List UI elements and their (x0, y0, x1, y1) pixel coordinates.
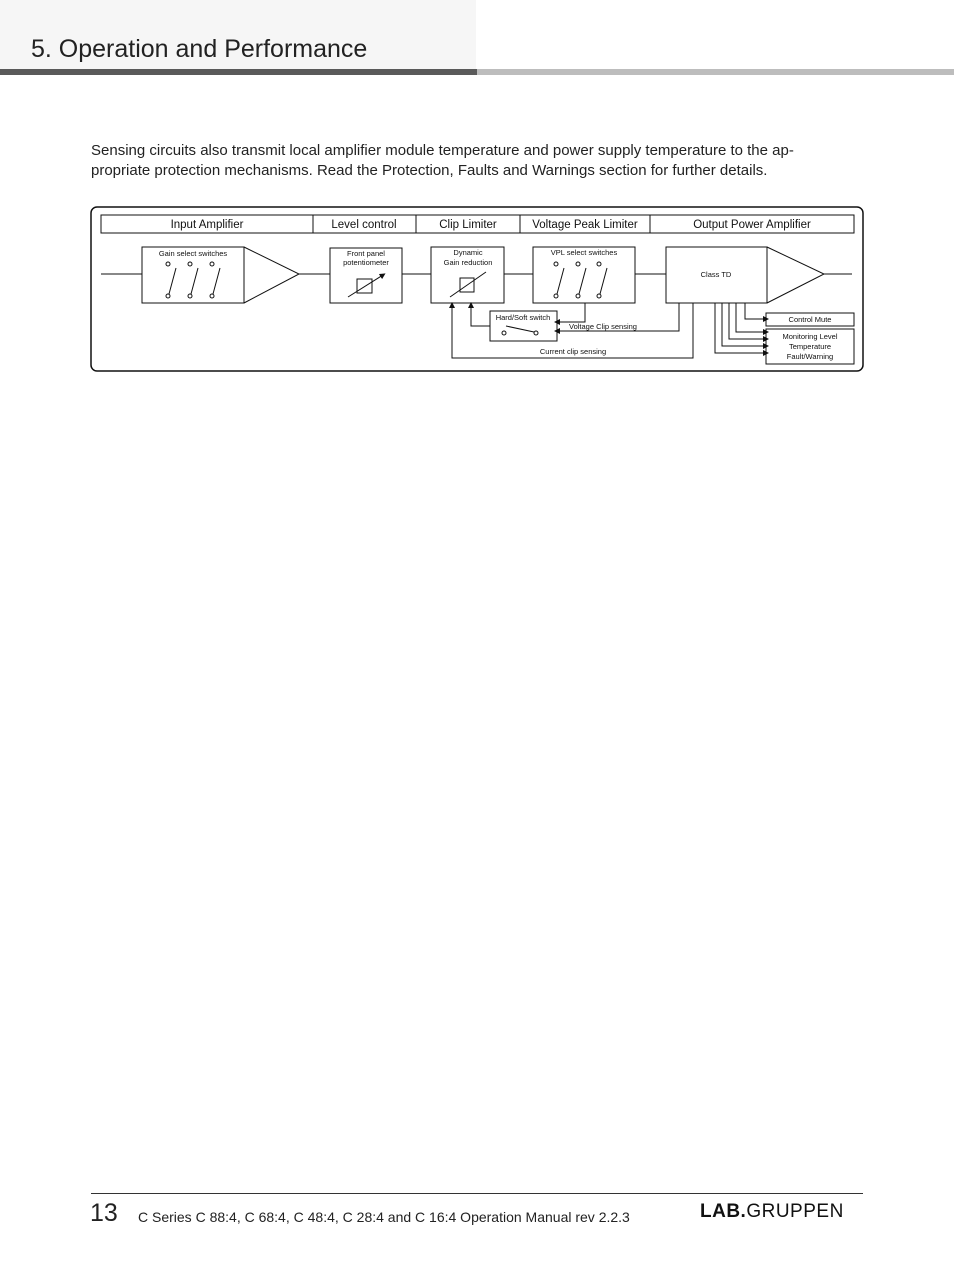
monitoring-label-3: Fault/Warning (786, 352, 834, 361)
logo-gruppen-text: GRUPPEN (746, 1201, 844, 1222)
class-td-label: Class TD (700, 270, 732, 279)
signal-flow-diagram (90, 205, 866, 375)
body-paragraph (91, 141, 861, 181)
dynamic-gain-label-2: Gain reduction (443, 258, 493, 267)
section-label-vpl: Voltage Peak Limiter (532, 219, 638, 231)
potentiometer-label-2: potentiometer (343, 258, 389, 267)
logo-lab-text: LAB. (700, 1201, 747, 1222)
dynamic-gain-label-1: Dynamic (453, 248, 483, 257)
body-line-2: propriate protection mechanisms. Read the Protection, Faults and Warnings section for further details. (91, 162, 768, 179)
header-bar-light (477, 69, 954, 75)
vpl-switches-label: VPL select switches (550, 248, 618, 257)
gain-switches-label: Gain select switches (158, 249, 228, 258)
section-label-level-control: Level control (331, 219, 397, 231)
potentiometer-label-1: Front panel (347, 249, 385, 258)
voltage-clip-label: Voltage Clip sensing (569, 322, 637, 331)
control-mute-label: Control Mute (788, 315, 832, 324)
manual-title: C Series C 88:4, C 68:4, C 48:4, C 28:4 and C 16:4 Operation Manual rev 2.2.3 (138, 1209, 630, 1225)
header-bar-dark (0, 69, 477, 75)
body-line-1: Sensing circuits also transmit local amplifier module temperature and power supply temperature to the ap- (91, 142, 794, 159)
class-td-block (666, 247, 824, 303)
hard-soft-label: Hard/Soft switch (495, 313, 551, 322)
section-label-input-amplifier: Input Amplifier (170, 219, 244, 231)
page-title: 5. Operation and Performance (31, 35, 368, 63)
monitoring-label-2: Temperature (788, 342, 832, 351)
lab-gruppen-logo (700, 1201, 844, 1223)
page-number: 13 (90, 1199, 118, 1227)
monitoring-label-1: Monitoring Level (782, 332, 838, 341)
section-label-output-power-amplifier: Output Power Amplifier (693, 219, 811, 231)
current-clip-label: Current clip sensing (539, 347, 607, 356)
footer-rule (91, 1193, 863, 1194)
section-label-clip-limiter: Clip Limiter (439, 219, 497, 231)
